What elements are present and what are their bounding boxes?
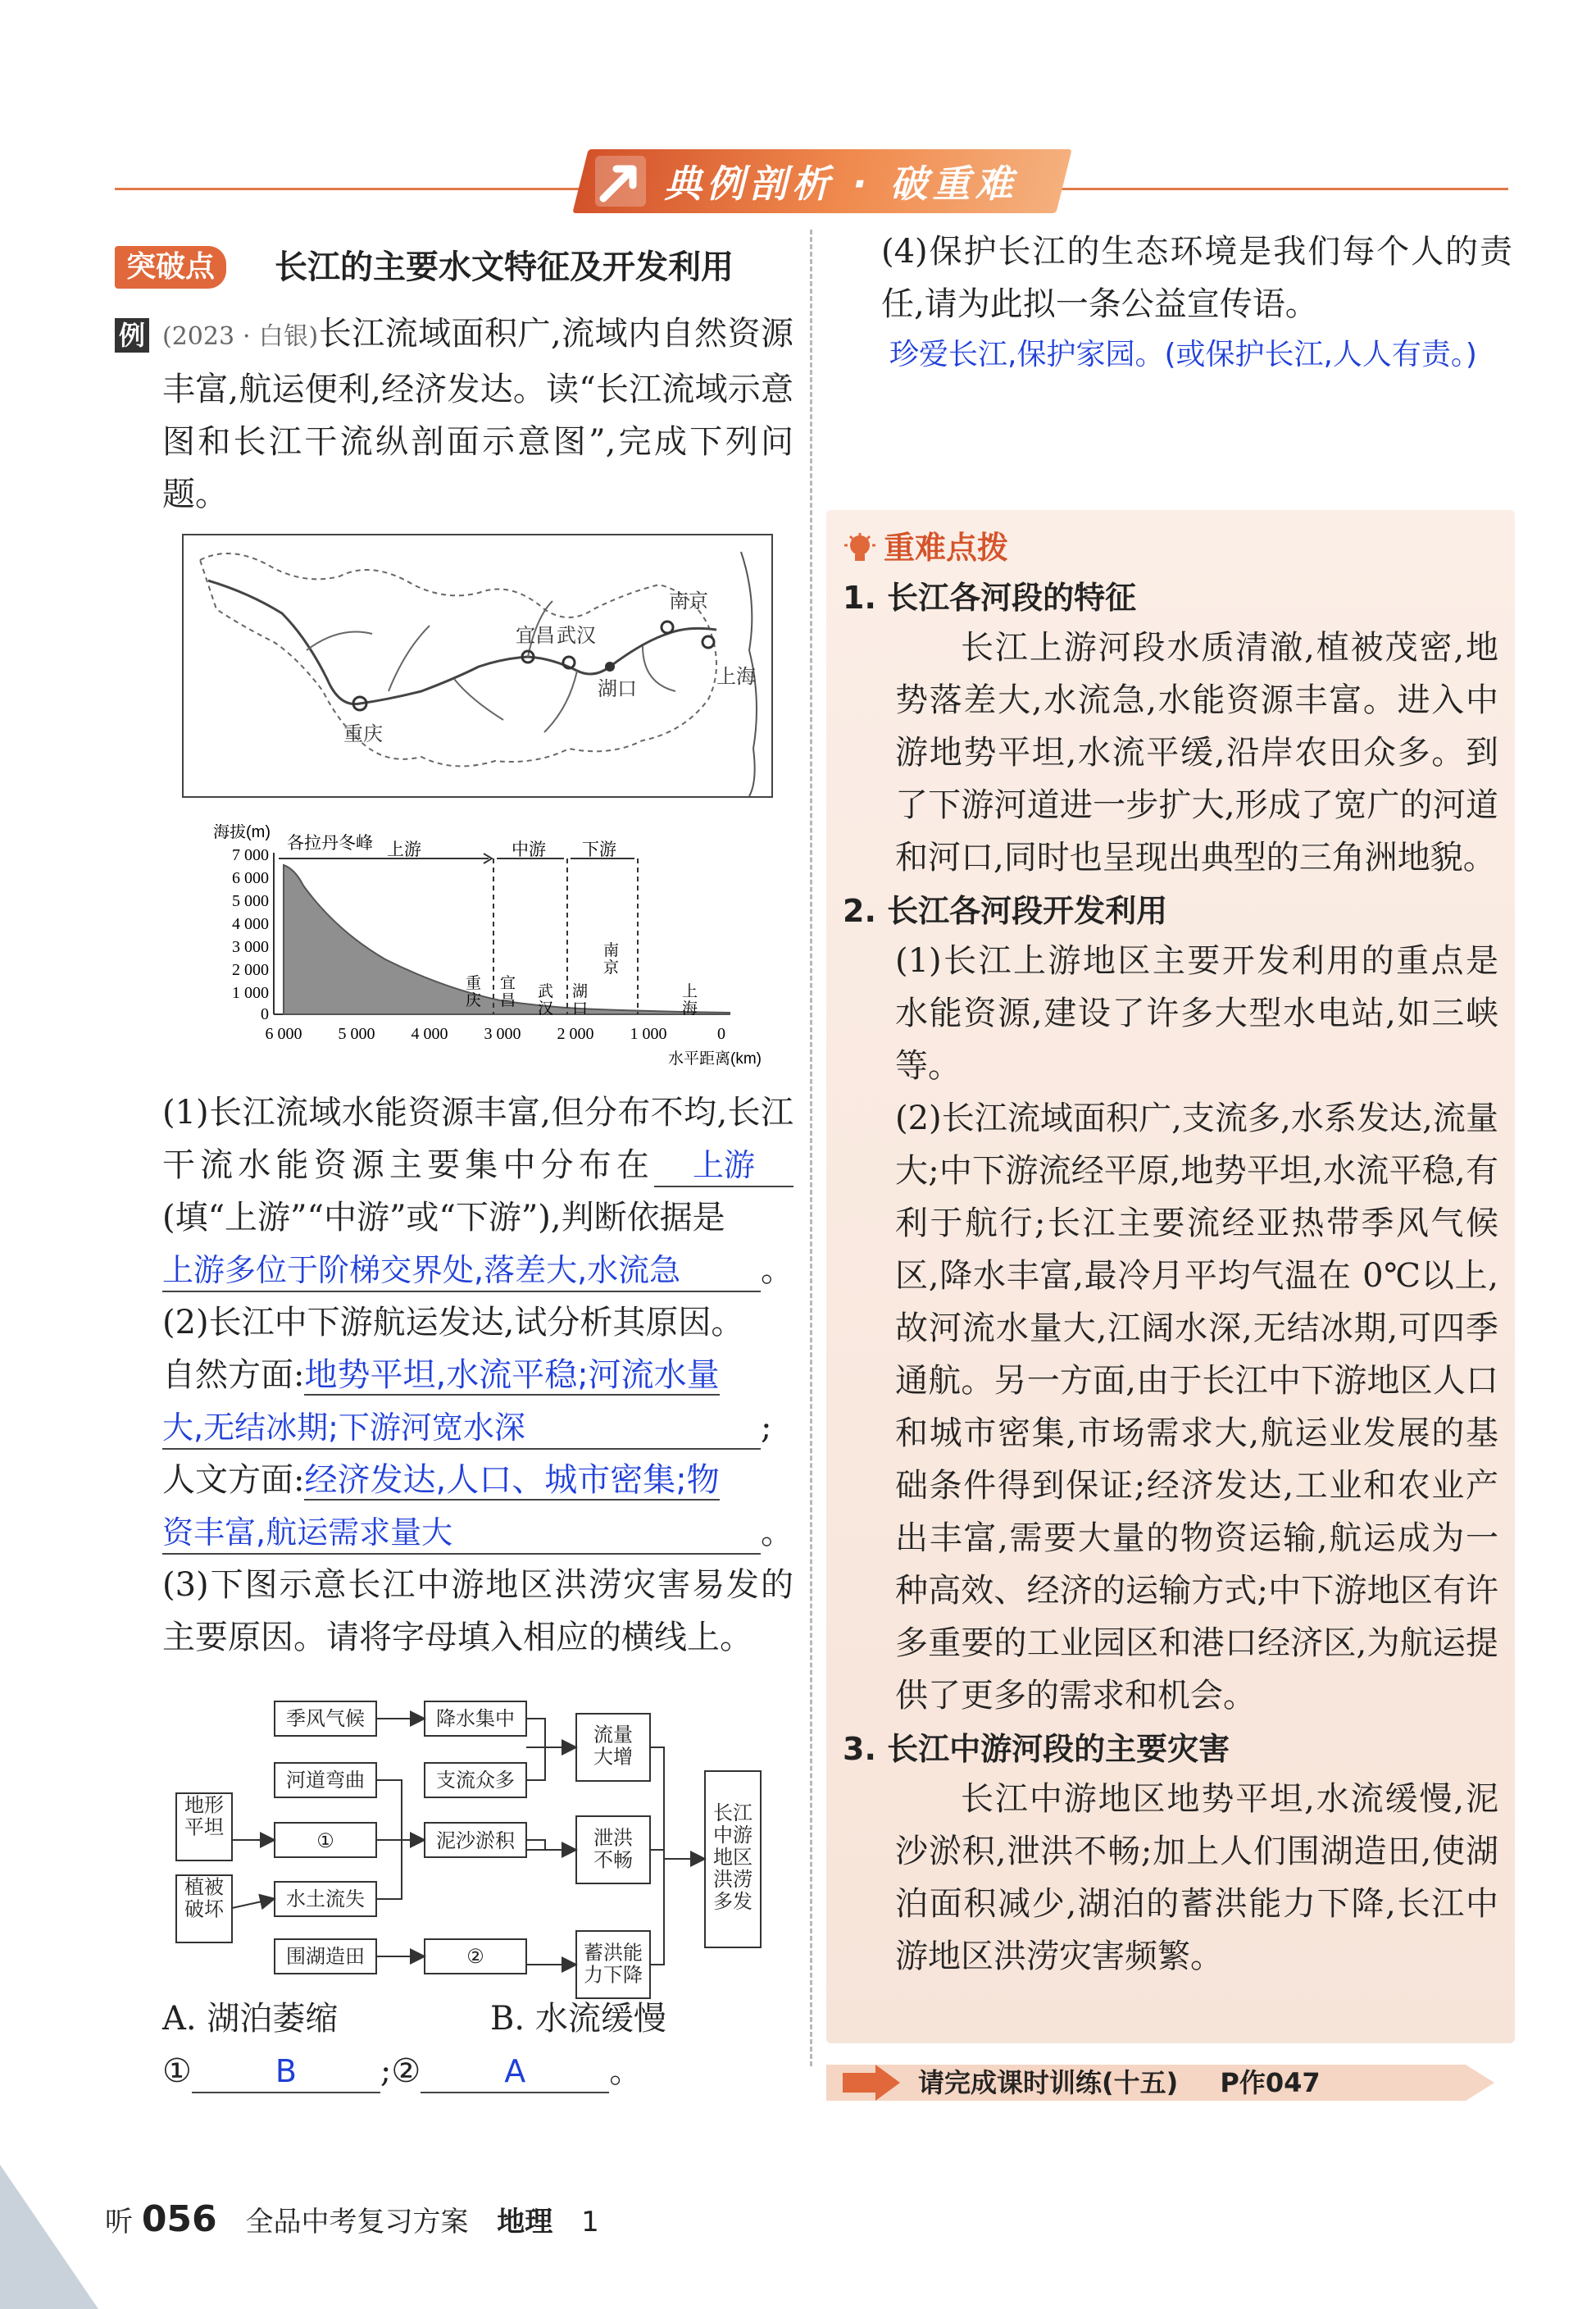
example-question	[162, 307, 793, 521]
x-tick: 0	[717, 1025, 725, 1043]
example-body: 长江流域面积广,流域内自然资源丰富,航运便利,经济发达。读“长江流域示意图和长江干流纵剖面示意图”,完成下列问题。	[162, 315, 793, 513]
flow-erosion: 水土流失	[286, 1888, 365, 1911]
flow-sediment: 泥沙淤积	[436, 1830, 515, 1852]
tips-title: 重难点拨	[884, 530, 1009, 566]
blank1-label: ①	[162, 2052, 192, 2090]
profile-y-label: 海拔(m)	[213, 824, 271, 841]
q2-semicolon: ;	[761, 1409, 772, 1446]
profile-city: 武汉	[538, 983, 554, 1018]
q2-human-answer-1: 经济发达,人口、城市密集;物	[304, 1461, 720, 1499]
q3-answer-2: A	[504, 2053, 526, 2089]
x-tick: 5 000	[338, 1025, 375, 1043]
y-tick: 3 000	[232, 938, 269, 956]
page-footer	[105, 2199, 599, 2243]
flow-blank-2: ②	[466, 1946, 484, 1968]
tips-section-2-title: 2. 长江各河段开发利用	[843, 893, 1168, 929]
map-label-chongqing: 重庆	[343, 723, 383, 745]
q2-human-blank[interactable]	[162, 1512, 761, 1555]
q2-human-label: 人文方面:	[162, 1461, 305, 1499]
y-tick: 4 000	[232, 915, 269, 933]
profile-city: 南京	[603, 942, 620, 977]
arrow-icon	[592, 153, 649, 210]
y-tick: 6 000	[232, 869, 269, 887]
q2-natural-answer-2: 大,无结冰期;下游河宽水深	[162, 1410, 525, 1446]
column-divider	[810, 230, 812, 2066]
tips-section-3-title: 3. 长江中游河段的主要灾害	[843, 1731, 1230, 1767]
lightbulb-icon	[843, 531, 877, 566]
topic-tag: 突破点	[115, 246, 226, 289]
tips-section-2-p2: (2)长江流域面积广,支流多,水系发达,流量大;中下游流经平原,地势平坦,水流平稳,有利于航行;长江主要流经亚热带季风气候区,降水丰富,最冷月平均气温在 0℃以上,故河流水量大,江阔水深,无结冰期,可四季通航。另一方面,由于长江中下游地区人口和城市密集,市场需求大,航运业发展的基础条件得到保证;经济发达,工业和农业产出丰富,需要大量的物资运输,航运成为一种高效、经济的运输方式;中下游地区有许多重要的工业园区和港口经济区,为航运提供了更多的需求和机会。	[895, 1100, 1498, 1715]
flow-result: 长江中游地区洪涝多发	[713, 1802, 753, 1913]
profile-city: 湖口	[572, 983, 589, 1018]
segment-lower: 下游	[582, 840, 616, 859]
q2-end: 。	[761, 1514, 793, 1551]
tips-body	[843, 574, 1498, 1983]
option-b: B. 水流缓慢	[490, 2000, 666, 2038]
flow-meander: 河道弯曲	[286, 1769, 365, 1792]
flow-vegetation: 植被破坏	[184, 1876, 224, 1921]
q2-human-answer-2: 资丰富,航运需求量大	[162, 1514, 453, 1551]
flow-reclamation: 围湖造田	[286, 1946, 365, 1968]
profile-city: 上海	[682, 983, 698, 1018]
q2-text: (2)长江中下游航运发达,试分析其原因。	[162, 1304, 744, 1341]
q1-answer-a: 上游	[692, 1147, 755, 1183]
longitudinal-profile-chart	[172, 824, 762, 1070]
book-title: 全品中考复习方案	[245, 2206, 469, 2238]
question-1-2	[162, 1086, 793, 1664]
tips-section-1-body: 长江上游河段水质清澈,植被茂密,地势落差大,水流急,水能资源丰富。进入中游地势平坦,水流平缓,沿岸农田众多。到了下游河道进一步扩大,形成了宽广的河道和河口,同时也呈现出典型的三角洲地貌。	[895, 629, 1498, 877]
example-badge: 例	[115, 318, 149, 353]
y-tick: 7 000	[232, 846, 269, 864]
q1-text-a: (1)长江流域水能资源丰富,但分布不均,长江干流水能资源主要集中分布在	[162, 1094, 793, 1184]
map-label-yichang: 宜昌	[516, 625, 555, 647]
q1-end: 。	[761, 1251, 793, 1289]
page-number: 056	[141, 2198, 217, 2240]
section-title: 典例剖析 · 破重难	[664, 162, 1018, 206]
flow-blank-1: ①	[316, 1830, 334, 1852]
question-4	[881, 225, 1512, 330]
practice-page-ref: P作047	[1220, 2067, 1321, 2098]
volume-label: 1	[581, 2206, 599, 2238]
flow-rain: 降水集中	[436, 1708, 515, 1730]
profile-x-label: 水平距离(km)	[668, 1050, 762, 1068]
q3-answer-1: B	[275, 2053, 297, 2089]
footer-prefix: 听	[105, 2206, 133, 2238]
profile-city: 宜昌	[500, 975, 516, 1009]
q3-text: (3)下图示意长江中游地区洪涝灾害易发的主要原因。请将字母填入相应的横线上。	[162, 1566, 793, 1656]
q2-natural-answer-1: 地势平坦,水流平稳;河流水量	[304, 1356, 720, 1394]
q1-blank-a[interactable]	[654, 1145, 793, 1187]
flow-drainage: 泄洪不畅	[593, 1827, 633, 1872]
flow-flow-increase: 流量大增	[593, 1724, 633, 1769]
tips-section-2-p1: (1)长江上游地区主要开发利用的重点是水能资源,建设了许多大型水电站,如三峡等。	[895, 942, 1498, 1085]
map-label-hukou: 湖口	[598, 678, 637, 700]
subject-label: 地理	[497, 2206, 553, 2238]
q2-natural-label: 自然方面:	[162, 1356, 305, 1394]
q3-blank-2[interactable]	[421, 2051, 609, 2093]
flow-monsoon: 季风气候	[286, 1708, 365, 1730]
segment-upper: 上游	[387, 840, 421, 859]
q4-answer: 珍爱长江,保护家园。(或保护长江,人人有责。)	[889, 338, 1477, 371]
example-source: (2023 · 白银)	[162, 322, 319, 351]
profile-city: 重庆	[466, 975, 482, 1009]
map-label-wuhan: 武汉	[557, 625, 596, 647]
y-tick: 5 000	[232, 892, 269, 910]
peak-label: 各拉丹冬峰	[287, 834, 373, 853]
blank-sep: ;②	[380, 2052, 421, 2090]
segment-middle: 中游	[512, 840, 546, 859]
x-tick: 2 000	[557, 1025, 594, 1043]
q4-text: (4)保护长江的生态环境是我们每个人的责任,请为此拟一条公益宣传语。	[881, 233, 1512, 323]
x-tick: 6 000	[265, 1025, 302, 1043]
flow-terrain: 地形平坦	[184, 1794, 224, 1839]
q1-text-b: (填“上游”“中游”或“下游”),判断依据是	[162, 1199, 725, 1236]
flow-tributaries: 支流众多	[436, 1769, 515, 1792]
tips-section-1-title: 1. 长江各河段的特征	[843, 580, 1137, 616]
x-tick: 4 000	[411, 1025, 448, 1043]
map-label-nanjing: 南京	[669, 590, 708, 613]
practice-text: 请完成课时训练(十五)	[918, 2067, 1179, 2098]
practice-link[interactable]	[918, 2061, 1321, 2104]
x-tick: 1 000	[630, 1025, 667, 1043]
x-tick: 3 000	[484, 1025, 521, 1043]
q2-natural-blank[interactable]	[162, 1407, 761, 1450]
page-corner	[0, 2165, 98, 2309]
tips-section-3-body: 长江中游地区地势平坦,水流缓慢,泥沙淤积,泄洪不畅;加上人们围湖造田,使湖泊面积减少,湖泊的蓄洪能力下降,长江中游地区洪涝灾害频繁。	[895, 1780, 1498, 1975]
q1-answer-b: 上游多位于阶梯交界处,落差大,水流急	[162, 1252, 681, 1288]
yangtze-basin-map	[182, 534, 773, 798]
y-tick: 1 000	[232, 984, 269, 1002]
map-label-shanghai: 上海	[716, 666, 756, 688]
option-a: A. 湖泊萎缩	[162, 2000, 339, 2038]
y-tick: 2 000	[232, 961, 269, 979]
topic-title: 长江的主要水文特征及开发利用	[275, 248, 734, 286]
q3-options	[162, 1992, 793, 2097]
q1-blank-b[interactable]	[162, 1250, 761, 1292]
flow-storage: 蓄洪能力下降	[584, 1942, 643, 1987]
y-tick: 0	[261, 1005, 269, 1023]
q3-end: 。	[609, 2052, 643, 2090]
q3-blank-1[interactable]	[192, 2051, 380, 2093]
